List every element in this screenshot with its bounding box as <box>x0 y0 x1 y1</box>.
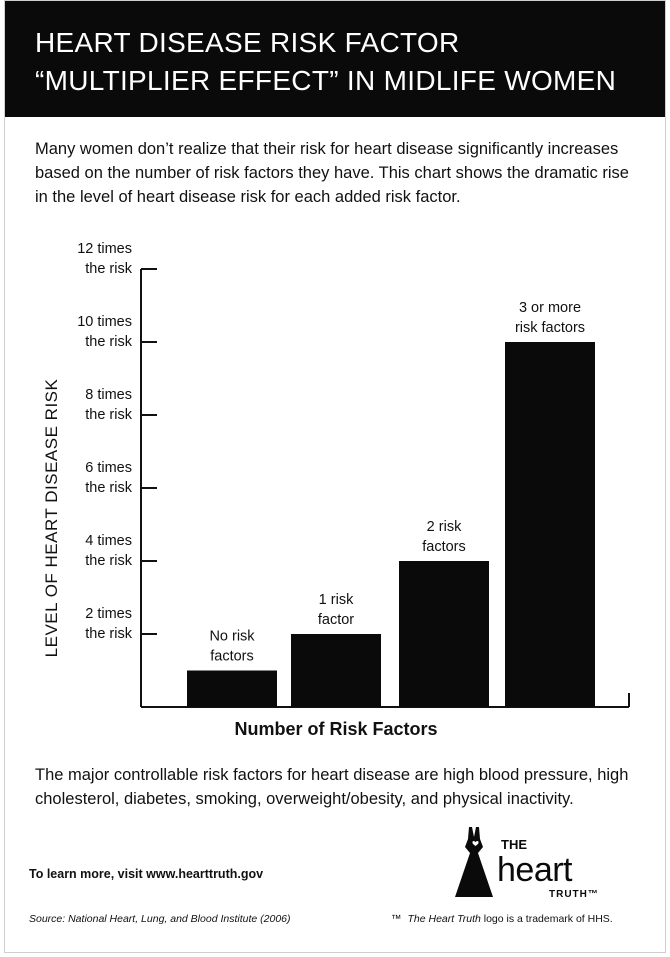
risk-factors-paragraph: The major controllable risk factors for heart disease are high blood pressure, high cholesterol, diabetes, smoking, overweight/obesity, and physical inactivity. <box>35 766 629 808</box>
title-line-1: HEART DISEASE RISK FACTOR <box>35 27 460 58</box>
bar-label-3: 3 or more risk factors <box>514 300 586 336</box>
y-axis-title: LEVEL OF HEART DISEASE RISK <box>42 378 61 658</box>
logo-truth-text: TRUTH™ <box>549 889 599 900</box>
bar-0 <box>187 671 277 708</box>
bar-3 <box>505 342 595 707</box>
trademark-name: The Heart Truth <box>407 913 481 925</box>
risk-bar-chart <box>5 237 666 717</box>
title-line-2: “MULTIPLIER EFFECT” IN MIDLIFE WOMEN <box>35 65 617 96</box>
trademark-rest: logo is a trademark of HHS. <box>480 913 613 925</box>
y-tick-label-4: 4 times the risk <box>85 533 132 569</box>
bar-label-1: 1 risk factor <box>317 592 355 628</box>
logo-the-text: THE <box>501 837 527 852</box>
heart-truth-logo <box>453 823 643 903</box>
learn-more-link-text: To learn more, visit www.hearttruth.gov <box>29 867 264 881</box>
source-note: Source: National Heart, Lung, and Blood Institute (2006) <box>29 913 291 925</box>
red-dress-icon <box>455 827 493 897</box>
bar-2 <box>399 561 489 707</box>
trademark-note <box>391 913 613 925</box>
y-tick-label-8: 8 times the risk <box>85 387 132 423</box>
y-tick-label-12: 12 times the risk <box>77 241 132 277</box>
y-tick-label-2: 2 times the risk <box>85 606 132 642</box>
y-tick-label-10: 10 times the risk <box>77 314 132 350</box>
intro-paragraph: Many women don’t realize that their risk for heart disease significantly increases based on the number of risk factors they have. This chart shows the dramatic rise in the level of heart disease risk for each added risk factor. <box>35 140 629 206</box>
infographic-card <box>4 0 666 953</box>
trademark-symbol: ™ <box>391 913 402 925</box>
x-axis-title: Number of Risk Factors <box>234 719 438 739</box>
logo-heart-text: heart <box>497 851 572 889</box>
bar-1 <box>291 634 381 707</box>
y-tick-label-6: 6 times the risk <box>85 460 132 496</box>
bar-label-0: No risk factors <box>209 628 255 665</box>
bar-label-2: 2 risk factors <box>422 519 466 555</box>
header-banner <box>5 1 666 117</box>
